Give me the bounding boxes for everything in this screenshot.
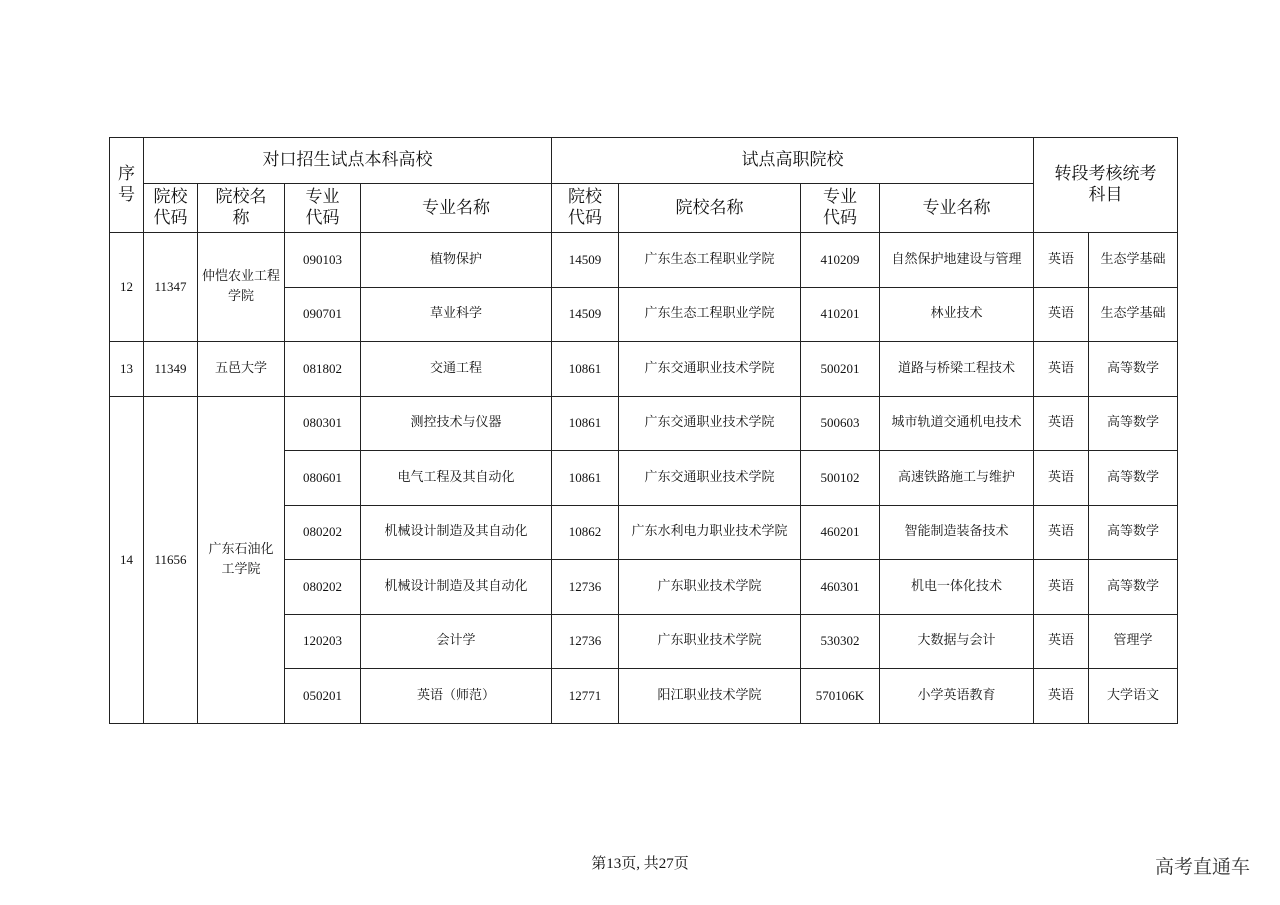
ug-major-code-cell: 050201 xyxy=(285,669,361,724)
voc-code-cell: 10861 xyxy=(552,451,619,506)
ug-major-name-cell: 电气工程及其自动化 xyxy=(361,451,552,506)
voc-name-cell: 广东生态工程职业学院 xyxy=(619,233,801,288)
exam1-cell: 英语 xyxy=(1034,669,1089,724)
voc-major-code-cell: 500201 xyxy=(801,342,880,397)
watermark: 高考直通车 xyxy=(1154,856,1250,878)
header-voc-code: 院校 代码 xyxy=(552,184,619,233)
voc-code-cell: 10862 xyxy=(552,505,619,560)
exam1-cell: 英语 xyxy=(1034,287,1089,342)
ug-major-code-cell: 080202 xyxy=(285,560,361,615)
seq-cell: 12 xyxy=(110,233,144,342)
header-seq: 序 号 xyxy=(110,138,144,233)
ug-major-code-cell: 120203 xyxy=(285,614,361,669)
ug-code-cell: 11656 xyxy=(144,396,198,723)
exam1-cell: 英语 xyxy=(1034,451,1089,506)
header-ug-name: 院校名 称 xyxy=(198,184,285,233)
voc-code-cell: 12736 xyxy=(552,560,619,615)
header-ug-code: 院校 代码 xyxy=(144,184,198,233)
exam2-cell: 高等数学 xyxy=(1089,451,1178,506)
exam2-cell: 生态学基础 xyxy=(1089,233,1178,288)
voc-major-code-cell: 460301 xyxy=(801,560,880,615)
exam2-cell: 高等数学 xyxy=(1089,505,1178,560)
voc-major-name-cell: 林业技术 xyxy=(880,287,1034,342)
exam1-cell: 英语 xyxy=(1034,614,1089,669)
ug-major-name-cell: 测控技术与仪器 xyxy=(361,396,552,451)
seq-cell: 14 xyxy=(110,396,144,723)
voc-major-name-cell: 自然保护地建设与管理 xyxy=(880,233,1034,288)
voc-major-name-cell: 机电一体化技术 xyxy=(880,560,1034,615)
voc-major-name-cell: 小学英语教育 xyxy=(880,669,1034,724)
ug-name-cell: 五邑大学 xyxy=(198,342,285,397)
ug-code-cell: 11349 xyxy=(144,342,198,397)
voc-code-cell: 14509 xyxy=(552,233,619,288)
voc-major-name-cell: 道路与桥梁工程技术 xyxy=(880,342,1034,397)
header-exam-group: 转段考核统考科目 xyxy=(1034,138,1178,233)
table-row xyxy=(110,396,1178,451)
ug-major-code-cell: 090701 xyxy=(285,287,361,342)
voc-name-cell: 广东交通职业技术学院 xyxy=(619,342,801,397)
voc-code-cell: 10861 xyxy=(552,342,619,397)
exam2-cell: 高等数学 xyxy=(1089,560,1178,615)
ug-major-name-cell: 英语（师范） xyxy=(361,669,552,724)
exam1-cell: 英语 xyxy=(1034,505,1089,560)
ug-code-cell: 11347 xyxy=(144,233,198,342)
header-undergrad-group: 对口招生试点本科高校 xyxy=(144,138,552,184)
header-ug-major-code: 专业 代码 xyxy=(285,184,361,233)
table-row xyxy=(110,233,1178,288)
voc-name-cell: 广东交通职业技术学院 xyxy=(619,396,801,451)
header-vocational-group: 试点高职院校 xyxy=(552,138,1034,184)
exam1-cell: 英语 xyxy=(1034,233,1089,288)
voc-code-cell: 12736 xyxy=(552,614,619,669)
exam2-cell: 高等数学 xyxy=(1089,342,1178,397)
exam2-cell: 高等数学 xyxy=(1089,396,1178,451)
ug-major-code-cell: 080601 xyxy=(285,451,361,506)
ug-major-name-cell: 植物保护 xyxy=(361,233,552,288)
voc-major-name-cell: 城市轨道交通机电技术 xyxy=(880,396,1034,451)
voc-name-cell: 阳江职业技术学院 xyxy=(619,669,801,724)
exam1-cell: 英语 xyxy=(1034,560,1089,615)
table-row xyxy=(110,342,1178,397)
ug-major-name-cell: 机械设计制造及其自动化 xyxy=(361,560,552,615)
voc-major-code-cell: 500603 xyxy=(801,396,880,451)
voc-major-code-cell: 410201 xyxy=(801,287,880,342)
voc-major-name-cell: 智能制造装备技术 xyxy=(880,505,1034,560)
seq-cell: 13 xyxy=(110,342,144,397)
ug-major-name-cell: 机械设计制造及其自动化 xyxy=(361,505,552,560)
voc-major-code-cell: 410209 xyxy=(801,233,880,288)
voc-name-cell: 广东职业技术学院 xyxy=(619,614,801,669)
voc-major-code-cell: 530302 xyxy=(801,614,880,669)
voc-major-code-cell: 570106K xyxy=(801,669,880,724)
voc-name-cell: 广东生态工程职业学院 xyxy=(619,287,801,342)
exam2-cell: 大学语文 xyxy=(1089,669,1178,724)
voc-name-cell: 广东水利电力职业技术学院 xyxy=(619,505,801,560)
ug-name-cell: 广东石油化工学院 xyxy=(198,396,285,723)
exam2-cell: 生态学基础 xyxy=(1089,287,1178,342)
voc-major-code-cell: 500102 xyxy=(801,451,880,506)
voc-name-cell: 广东交通职业技术学院 xyxy=(619,451,801,506)
ug-major-code-cell: 090103 xyxy=(285,233,361,288)
enrollment-table xyxy=(109,137,1178,724)
header-voc-major-name: 专业名称 xyxy=(880,184,1034,233)
ug-major-name-cell: 交通工程 xyxy=(361,342,552,397)
header-voc-name: 院校名称 xyxy=(619,184,801,233)
voc-code-cell: 10861 xyxy=(552,396,619,451)
exam2-cell: 管理学 xyxy=(1089,614,1178,669)
voc-code-cell: 12771 xyxy=(552,669,619,724)
exam1-cell: 英语 xyxy=(1034,396,1089,451)
ug-major-name-cell: 草业科学 xyxy=(361,287,552,342)
header-voc-major-code: 专业 代码 xyxy=(801,184,880,233)
exam1-cell: 英语 xyxy=(1034,342,1089,397)
voc-name-cell: 广东职业技术学院 xyxy=(619,560,801,615)
header-ug-major-name: 专业名称 xyxy=(361,184,552,233)
ug-name-cell: 仲恺农业工程学院 xyxy=(198,233,285,342)
voc-major-code-cell: 460201 xyxy=(801,505,880,560)
ug-major-code-cell: 080301 xyxy=(285,396,361,451)
voc-major-name-cell: 大数据与会计 xyxy=(880,614,1034,669)
ug-major-code-cell: 081802 xyxy=(285,342,361,397)
ug-major-name-cell: 会计学 xyxy=(361,614,552,669)
voc-code-cell: 14509 xyxy=(552,287,619,342)
ug-major-code-cell: 080202 xyxy=(285,505,361,560)
voc-major-name-cell: 高速铁路施工与维护 xyxy=(880,451,1034,506)
page-number: 第13页, 共27页 xyxy=(591,856,689,872)
